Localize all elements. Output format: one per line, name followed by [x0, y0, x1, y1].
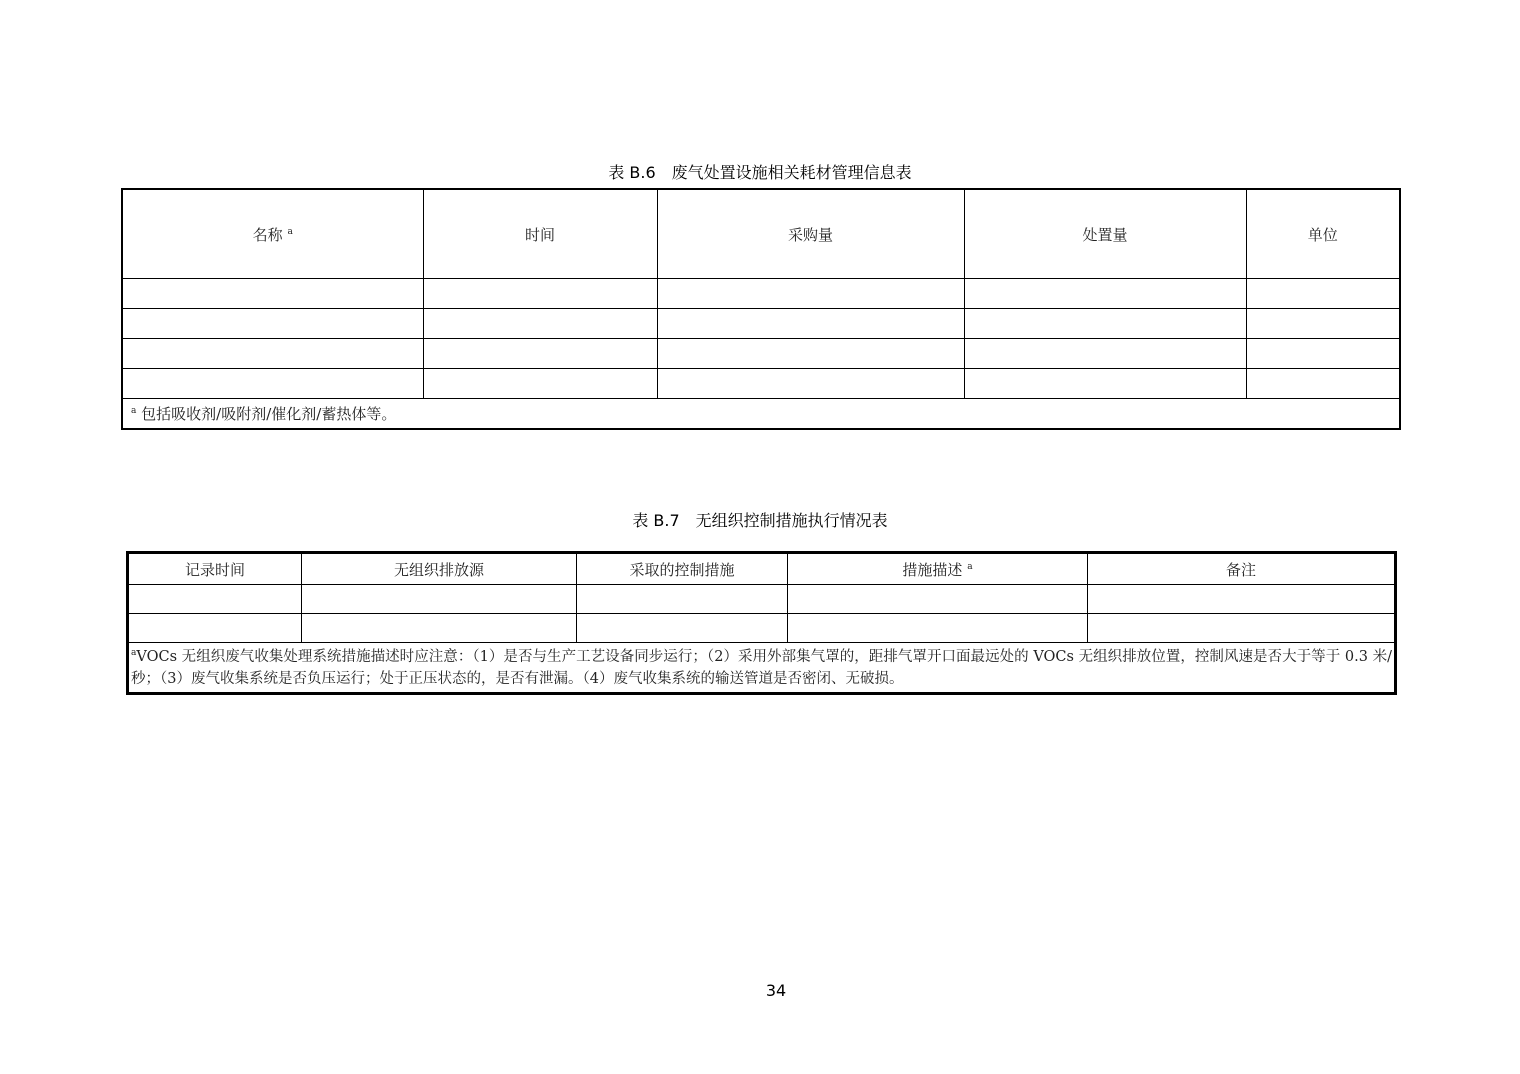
table-b6 — [121, 188, 1401, 430]
header-remarks: 备注 — [1088, 553, 1396, 585]
footnote-text: VOCs 无组织废气收集处理系统措施描述时应注意：（1）是否与生产工艺设备同步运行；（2）采用外部集气罩的，距排气罩开口面最远处的 VOCs 无组织排放位置，控制风速是否大于等于 0.3 米/秒；（3）废气收集系统是否负压运行；处于正压状态的，是否有泄漏。（4）废气收集系统的输送管道是否密闭、无破损。 — [131, 649, 1392, 687]
table-cell — [423, 279, 657, 309]
table-cell — [122, 279, 423, 309]
header-name-label: 名称 — [252, 225, 283, 244]
table-b6-caption: 表 B.6 废气处置设施相关耗材管理信息表 — [608, 163, 912, 182]
table-cell — [128, 614, 302, 643]
footnote-mark: a — [967, 561, 973, 572]
table-row — [128, 585, 1396, 614]
table-cell — [423, 339, 657, 369]
header-unit: 单位 — [1246, 189, 1400, 279]
footnote-mark: a — [131, 406, 137, 416]
table-cell — [964, 339, 1246, 369]
table-b6-footnote — [122, 399, 1400, 430]
table-cell — [964, 369, 1246, 399]
page-number: 34 — [765, 981, 787, 1000]
table-b7-note-row — [128, 643, 1396, 694]
table-cell — [1088, 585, 1396, 614]
table-row — [122, 369, 1400, 399]
table-b7-caption: 表 B.7 无组织控制措施执行情况表 — [632, 511, 888, 530]
table-cell — [1088, 614, 1396, 643]
header-purchase: 采购量 — [657, 189, 964, 279]
table-cell — [423, 369, 657, 399]
header-description-label: 措施描述 — [902, 560, 963, 579]
table-cell — [657, 369, 964, 399]
table-cell — [1246, 339, 1400, 369]
footnote-mark: a — [287, 226, 293, 237]
table-cell — [577, 585, 788, 614]
table-row — [122, 309, 1400, 339]
header-measures: 采取的控制措施 — [577, 553, 788, 585]
table-b6-header-row — [122, 189, 1400, 279]
header-source: 无组织排放源 — [302, 553, 577, 585]
table-cell — [128, 585, 302, 614]
table-cell — [423, 309, 657, 339]
header-time: 时间 — [423, 189, 657, 279]
table-cell — [964, 309, 1246, 339]
table-b7-header-row — [128, 553, 1396, 585]
table-row — [128, 614, 1396, 643]
table-b6-note-row — [122, 399, 1400, 430]
table-cell — [1246, 279, 1400, 309]
table-cell — [657, 279, 964, 309]
table-cell — [302, 585, 577, 614]
table-cell — [1246, 309, 1400, 339]
table-cell — [122, 369, 423, 399]
table-cell — [122, 309, 423, 339]
table-cell — [302, 614, 577, 643]
table-row — [122, 339, 1400, 369]
table-cell — [1246, 369, 1400, 399]
footnote-text: 包括吸收剂/吸附剂/催化剂/蓄热体等。 — [141, 405, 397, 423]
footnote-mark: a — [131, 648, 137, 659]
table-cell — [657, 339, 964, 369]
header-disposal: 处置量 — [964, 189, 1246, 279]
table-cell — [788, 614, 1088, 643]
header-description — [788, 553, 1088, 585]
table-cell — [122, 339, 423, 369]
table-b7-footnote — [128, 643, 1396, 694]
table-b7 — [126, 551, 1397, 695]
header-name — [122, 189, 423, 279]
table-cell — [964, 279, 1246, 309]
table-cell — [657, 309, 964, 339]
table-row — [122, 279, 1400, 309]
table-cell — [788, 585, 1088, 614]
header-record-time: 记录时间 — [128, 553, 302, 585]
table-cell — [577, 614, 788, 643]
